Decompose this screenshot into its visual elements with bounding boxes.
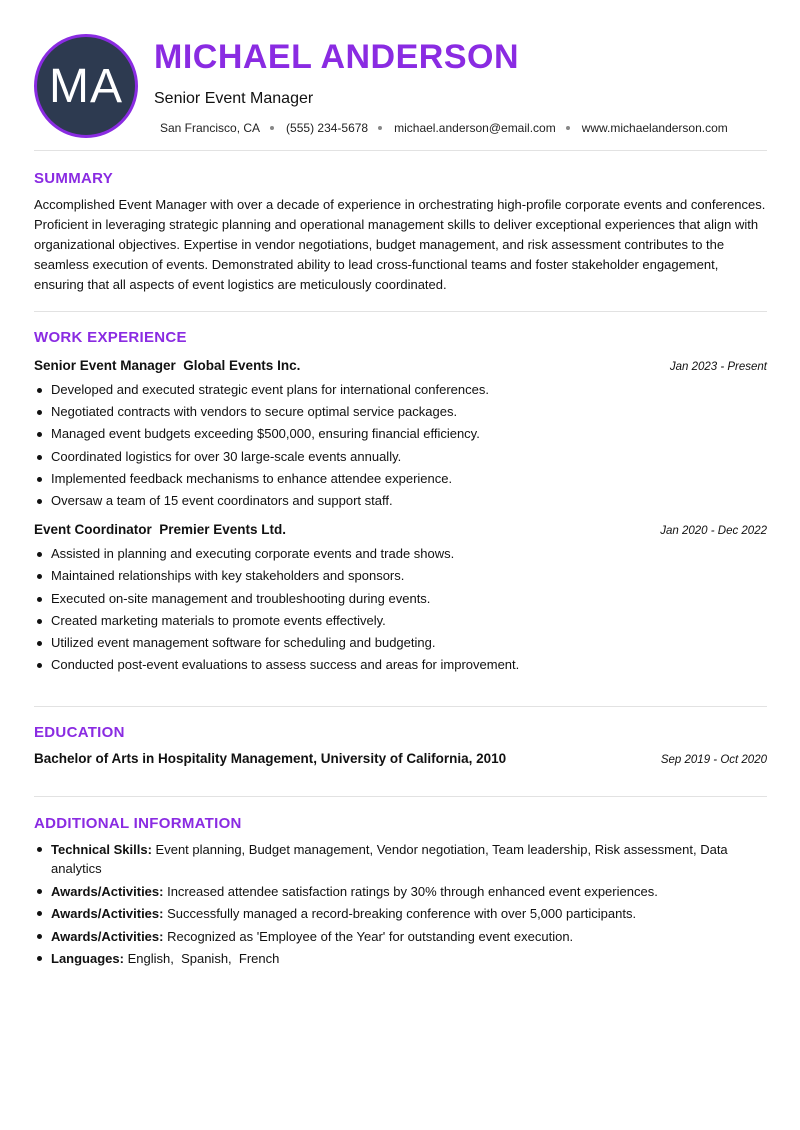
list-item [34, 882, 767, 901]
list-item: Managed event budgets exceeding $500,000, ensuring financial efficiency. [34, 423, 767, 445]
education-heading: EDUCATION [34, 724, 125, 741]
list-item: Negotiated contracts with vendors to secure optimal service packages. [34, 401, 767, 423]
summary-text: Accomplished Event Manager with over a decade of experience in orchestrating high-profile corporate events and conferences. Proficient in leveraging strategic planning and operational management skills to deliver exceptional experiences that align with organizational objectives. Expertise in vendor negotiations, budget management, and risk assessment contributes to the seamless execution of events. Demonstrated ability to lead cross-functional teams and foster stakeholder engagement, ensuring that all aspects of event logistics are meticulously coordinated. [34, 197, 766, 292]
item-label: Awards/Activities: [51, 906, 164, 921]
list-item: Utilized event management software for scheduling and budgeting. [34, 632, 767, 654]
experience-heading: WORK EXPERIENCE [34, 329, 187, 346]
separator-dot [270, 126, 274, 130]
job-role: Event Coordinator Premier Events Ltd. [34, 522, 287, 538]
list-item: Developed and executed strategic event plans for international conferences. [34, 379, 767, 401]
job-bullets [34, 379, 767, 512]
contact-location: San Francisco, CA [160, 121, 261, 135]
item-label: Languages: [51, 951, 124, 966]
job-entry [34, 358, 767, 512]
education-degree: Bachelor of Arts in Hospitality Management, University of California, 2010 [34, 751, 507, 766]
resume-header [34, 34, 767, 138]
list-item: Implemented feedback mechanisms to enhance attendee experience. [34, 468, 767, 490]
candidate-title: Senior Event Manager [154, 90, 314, 107]
summary-heading: SUMMARY [34, 170, 114, 187]
summary-section [34, 170, 767, 295]
section-divider [34, 796, 767, 797]
list-item: Conducted post-event evaluations to assess success and areas for improvement. [34, 654, 767, 676]
list-item: Oversaw a team of 15 event coordinators and support staff. [34, 490, 767, 512]
section-divider [34, 706, 767, 707]
additional-heading: ADDITIONAL INFORMATION [34, 815, 242, 832]
list-item: Created marketing materials to promote events effectively. [34, 610, 767, 632]
contact-line [160, 121, 728, 135]
list-item: Maintained relationships with key stakeholders and sponsors. [34, 565, 767, 587]
list-item [34, 904, 767, 923]
experience-section [34, 329, 767, 676]
job-bullets [34, 543, 767, 676]
job-entry [34, 522, 767, 676]
separator-dot [566, 126, 570, 130]
job-dates: Jan 2020 - Dec 2022 [660, 525, 767, 538]
contact-phone: (555) 234-5678 [286, 121, 369, 135]
item-label: Awards/Activities: [51, 928, 164, 944]
education-dates: Sep 2019 - Oct 2020 [660, 754, 767, 766]
section-divider [34, 311, 767, 312]
separator-dot [378, 126, 382, 130]
job-role: Senior Event Manager Global Events Inc. [34, 358, 301, 373]
item-text: Increased attendee satisfaction ratings by 30% through enhanced event experiences. [167, 883, 658, 899]
item-text: English, Spanish, French [127, 951, 280, 966]
list-item: Executed on-site management and troubleshooting during events. [34, 588, 767, 610]
avatar: MA [34, 34, 138, 138]
section-divider [34, 150, 767, 151]
item-text: Event planning, Budget management, Vendor negotiation, Team leadership, Risk assessment, Data analytics [51, 842, 728, 876]
item-label: Technical Skills: [51, 842, 152, 857]
item-text: Recognized as 'Employee of the Year' for outstanding event execution. [167, 928, 574, 944]
list-item: Coordinated logistics for over 30 large-scale events annually. [34, 446, 767, 468]
additional-section [34, 815, 767, 972]
education-section [34, 724, 767, 766]
list-item [34, 840, 767, 878]
additional-list [34, 840, 767, 968]
contact-website[interactable]: www.michaelanderson.com [581, 121, 728, 135]
list-item: Assisted in planning and executing corporate events and trade shows. [34, 543, 767, 565]
job-dates: Jan 2023 - Present [669, 361, 767, 373]
list-item [34, 927, 767, 946]
item-label: Awards/Activities: [51, 883, 164, 899]
list-item [34, 949, 767, 968]
item-text: Successfully managed a record-breaking conference with over 5,000 participants. [167, 906, 637, 921]
candidate-name: MICHAEL ANDERSON [154, 38, 520, 76]
contact-email[interactable]: michael.anderson@email.com [394, 121, 556, 135]
